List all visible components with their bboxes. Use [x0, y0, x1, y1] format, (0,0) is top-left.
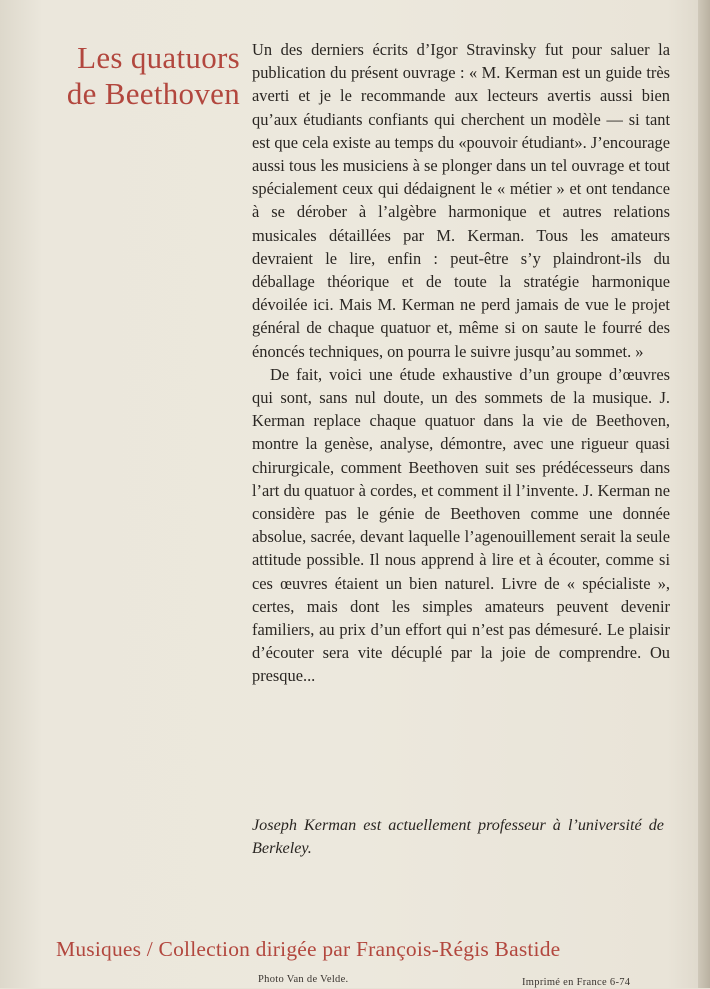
- book-title: [40, 40, 240, 112]
- blurb-paragraph-1: Un des derniers écrits d’Igor Stravinsky fut pour saluer la publication du présent ouvrage : « M. Kerman est un guide très averti et je le recommande aux lecteurs avertis aussi bien qu’aux étudiants confiants qui cherchent un modèle — si tant est que cela existe au temps du «pouvoir étudiant». J’encourage aussi tous les musiciens à se plonger dans un tel ouvrage et tout spécialement ceux qui dédaignent le « métier » et ont tendance à se dérober à l’algèbre harmonique et autres relations musicales détaillées par M. Kerman. Tous les amateurs devraient le lire, enfin : peut-être s’y plaindront-ils du déballage théorique et de toute la stratégie harmonique dévoilée ici. Mais M. Kerman ne perd jamais de vue le projet général de chaque quatuor et, même si on saute le fourré des énoncés techniques, on pourra le suivre jusqu’au sommet. »: [252, 40, 670, 361]
- blurb-paragraph-2: De fait, voici une étude exhaustive d’un groupe d’œuvres qui sont, sans nul doute, un des sommets de la musique. J. Kerman replace chaque quatuor dans la vie de Beethoven, montre la genèse, analyse, démontre, avec une rigueur quasi chirurgicale, comment Beethoven suit ses prédécesseurs dans l’art du quatuor à cordes, et comment il l’invente. J. Kerman ne considère pas le génie de Beethoven comme une donnée absolue, sacrée, devant laquelle l’agenouillement serait la seule attitude possible. Il nous apprend à lire et à écouter, comme si ces œuvres étaient un bien naturel. Livre de « spécialiste », certes, mais dont les simples amateurs peuvent devenir familiers, au prix d’un effort qui n’est pas démesuré. Le plaisir d’écouter sera vite décuplé par la joie de comprendre. Ou presque...: [252, 364, 670, 686]
- book-title-line-1: Les quatuors: [77, 40, 240, 75]
- cover-spine-edge: [698, 0, 710, 988]
- author-note: Joseph Kerman est actuellement professeur à l’université de Berkeley.: [252, 816, 664, 857]
- blurb-text: [252, 38, 670, 688]
- printed-in: Imprimé en France 6-74: [522, 977, 631, 988]
- book-title-line-2: de Beethoven: [66, 76, 240, 111]
- photo-credit: Photo Van de Velde.: [258, 974, 349, 985]
- collection-line: Musiques / Collection dirigée par François-Régis Bastide: [56, 937, 561, 961]
